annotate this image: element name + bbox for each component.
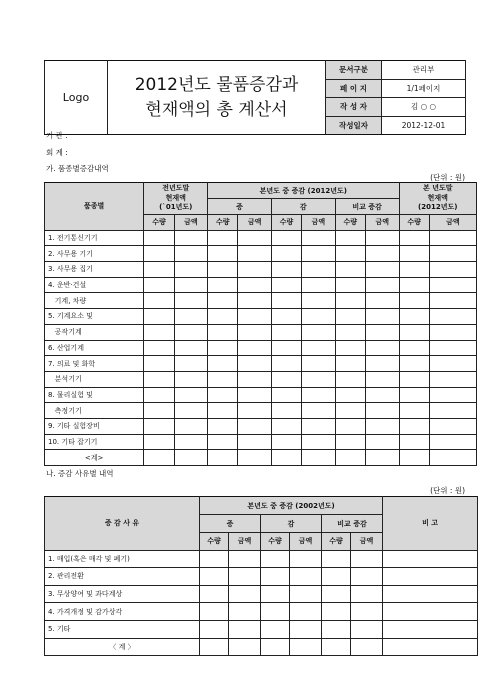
row-label: 3. 사무용 집기	[45, 262, 144, 278]
field-label-page: 페 이 지	[326, 79, 382, 98]
table-row	[45, 550, 478, 568]
cell[interactable]	[144, 309, 174, 325]
cell[interactable]	[261, 550, 290, 568]
table-row	[45, 371, 477, 387]
cell[interactable]	[365, 324, 399, 340]
cell[interactable]	[208, 403, 238, 419]
cell[interactable]	[365, 230, 399, 246]
cell[interactable]	[302, 356, 335, 372]
cell[interactable]	[144, 418, 174, 434]
cell[interactable]	[365, 434, 399, 450]
cell[interactable]	[208, 262, 238, 278]
field-value-page: 1/1페이지	[382, 79, 466, 98]
cell[interactable]	[200, 550, 229, 568]
cell[interactable]	[335, 309, 365, 325]
cell[interactable]	[271, 230, 301, 246]
cell[interactable]	[429, 262, 476, 278]
col-header-change: 본년도 중 증감 (2002년도)	[200, 497, 383, 515]
cell[interactable]	[144, 246, 174, 262]
cell[interactable]	[208, 387, 238, 403]
cell[interactable]	[271, 403, 301, 419]
cell[interactable]	[351, 603, 383, 621]
cell[interactable]	[351, 585, 383, 603]
cell[interactable]	[174, 277, 207, 293]
row-label: 4. 가격개정 및 감가상각	[45, 603, 200, 621]
cell[interactable]	[322, 550, 351, 568]
col-qty-header: 수량	[335, 215, 365, 231]
cell[interactable]	[174, 371, 207, 387]
col-amount-header: 금액	[302, 215, 335, 231]
row-label: 기계, 차량	[45, 293, 144, 309]
cell[interactable]	[399, 277, 429, 293]
cell[interactable]	[335, 418, 365, 434]
cell[interactable]	[429, 324, 476, 340]
cell[interactable]	[174, 403, 207, 419]
cell[interactable]	[238, 403, 271, 419]
col-header-net: 비교 증감	[322, 515, 383, 533]
col-header-increase: 증	[200, 515, 261, 533]
cell[interactable]	[302, 293, 335, 309]
cell[interactable]	[229, 568, 261, 586]
col-header-change: 본년도 중 증감 (2012년도)	[208, 183, 399, 199]
cell[interactable]	[261, 603, 290, 621]
cell[interactable]	[365, 340, 399, 356]
cell[interactable]	[271, 262, 301, 278]
cell[interactable]	[290, 550, 322, 568]
cell[interactable]	[365, 293, 399, 309]
cell[interactable]	[261, 585, 290, 603]
cell[interactable]	[335, 434, 365, 450]
cell[interactable]	[399, 293, 429, 309]
cell[interactable]	[429, 246, 476, 262]
section1-title: 가. 품종별증감내역	[46, 164, 109, 173]
cell[interactable]	[271, 356, 301, 372]
cell[interactable]	[174, 324, 207, 340]
section2-title: 나. 증감 사유별 내역	[46, 469, 114, 478]
col-amount-header: 금액	[365, 215, 399, 231]
cell[interactable]	[322, 620, 351, 638]
col-qty-header: 수량	[200, 533, 229, 551]
field-label-date: 작성일자	[326, 116, 382, 135]
row-label: 8. 물리실험 및	[45, 387, 144, 403]
cell[interactable]	[335, 262, 365, 278]
col-amount-header: 금액	[238, 215, 271, 231]
cell[interactable]	[271, 293, 301, 309]
cell[interactable]	[322, 603, 351, 621]
cell[interactable]	[271, 371, 301, 387]
col-qty-header: 수량	[144, 215, 174, 231]
cell[interactable]	[429, 277, 476, 293]
cell[interactable]	[208, 293, 238, 309]
cell[interactable]	[208, 277, 238, 293]
cell[interactable]	[238, 356, 271, 372]
cell[interactable]	[174, 418, 207, 434]
cell[interactable]	[399, 324, 429, 340]
table-row	[45, 585, 478, 603]
field-value-doc-type: 관리부	[382, 61, 466, 80]
unit-label-2: (단위 : 원)	[430, 486, 465, 495]
col-qty-header: 수량	[261, 533, 290, 551]
row-label: 5. 기계요소 및	[45, 309, 144, 325]
cell[interactable]	[351, 620, 383, 638]
cell[interactable]	[383, 585, 478, 603]
col-header-prev: 전년도말 현재액 (`01년도)	[144, 183, 208, 215]
row-label: 5. 기타	[45, 620, 200, 638]
table-row	[45, 277, 477, 293]
cell[interactable]	[365, 277, 399, 293]
cell[interactable]	[383, 620, 478, 638]
cell[interactable]	[174, 230, 207, 246]
col-qty-header: 수량	[322, 533, 351, 551]
row-label: 분석기기	[45, 371, 144, 387]
cell[interactable]	[271, 324, 301, 340]
cell[interactable]	[399, 418, 429, 434]
col-header-item: 품종별	[45, 183, 144, 231]
cell[interactable]	[302, 418, 335, 434]
col-header-note: 비 고	[383, 497, 478, 551]
cell[interactable]	[335, 356, 365, 372]
cell[interactable]	[365, 403, 399, 419]
cell[interactable]	[238, 324, 271, 340]
cell[interactable]	[290, 568, 322, 586]
col-amount-header: 금액	[290, 533, 322, 551]
cell[interactable]	[238, 434, 271, 450]
cell[interactable]	[238, 309, 271, 325]
cell[interactable]	[208, 246, 238, 262]
cell[interactable]	[271, 246, 301, 262]
table-row	[45, 403, 477, 419]
cell[interactable]	[429, 418, 476, 434]
total-label: 〈 계 〉	[45, 638, 200, 656]
cell[interactable]	[429, 387, 476, 403]
agency-label: 기 관 :	[46, 131, 68, 140]
col-amount-header: 금액	[351, 533, 383, 551]
table-row	[45, 568, 478, 586]
cell[interactable]	[399, 309, 429, 325]
cell[interactable]	[144, 230, 174, 246]
row-label: 측정기기	[45, 403, 144, 419]
cell[interactable]	[200, 585, 229, 603]
table-row	[45, 434, 477, 450]
row-label: 4. 운반·건설	[45, 277, 144, 293]
cell[interactable]	[335, 293, 365, 309]
cell[interactable]	[335, 324, 365, 340]
field-value-author: 김 ○ ○	[382, 98, 466, 117]
cell[interactable]	[229, 603, 261, 621]
cell[interactable]	[365, 246, 399, 262]
table-row	[45, 324, 477, 340]
cell[interactable]	[144, 340, 174, 356]
title-line-2: 현재액의 총 계산서	[145, 99, 288, 120]
cell[interactable]	[144, 324, 174, 340]
header-table	[44, 60, 466, 135]
cell[interactable]	[290, 620, 322, 638]
cell[interactable]	[399, 387, 429, 403]
field-label-doc-type: 문서구분	[326, 61, 382, 80]
cell[interactable]	[271, 309, 301, 325]
cell[interactable]	[399, 262, 429, 278]
table-row	[45, 620, 478, 638]
cell[interactable]	[174, 309, 207, 325]
table-row	[45, 246, 477, 262]
cell[interactable]	[271, 340, 301, 356]
logo: Logo	[45, 61, 108, 135]
cell[interactable]	[302, 324, 335, 340]
cell[interactable]	[290, 603, 322, 621]
cell[interactable]	[144, 371, 174, 387]
cell[interactable]	[229, 550, 261, 568]
cell[interactable]	[200, 568, 229, 586]
row-label: 9. 기타 실험장비	[45, 418, 144, 434]
row-label: 2. 관리전환	[45, 568, 200, 586]
cell[interactable]	[144, 387, 174, 403]
cell[interactable]	[238, 293, 271, 309]
cell[interactable]	[174, 434, 207, 450]
col-header-reason: 증 감 사 유	[45, 497, 200, 551]
row-label: 6. 산업기계	[45, 340, 144, 356]
col-qty-header: 수량	[399, 215, 429, 231]
cell[interactable]	[302, 387, 335, 403]
cell[interactable]	[271, 387, 301, 403]
col-qty-header: 수량	[271, 215, 301, 231]
cell[interactable]	[351, 550, 383, 568]
field-label-author: 작 성 자	[326, 98, 382, 117]
table-row	[45, 340, 477, 356]
cell[interactable]	[429, 356, 476, 372]
cell[interactable]	[365, 309, 399, 325]
table-row	[45, 309, 477, 325]
cell[interactable]	[365, 387, 399, 403]
cell[interactable]	[208, 371, 238, 387]
cell[interactable]	[174, 262, 207, 278]
cell[interactable]	[383, 550, 478, 568]
cell[interactable]	[429, 309, 476, 325]
cell[interactable]	[144, 277, 174, 293]
cell[interactable]	[229, 620, 261, 638]
cell[interactable]	[429, 434, 476, 450]
cell[interactable]	[174, 356, 207, 372]
cell[interactable]	[365, 262, 399, 278]
cell[interactable]	[302, 230, 335, 246]
cell[interactable]	[335, 230, 365, 246]
row-label: 1. 전기통신기기	[45, 230, 144, 246]
table-row	[45, 356, 477, 372]
col-amount-header: 금액	[429, 215, 476, 231]
reason-change-table	[44, 496, 478, 656]
cell[interactable]	[238, 371, 271, 387]
cell[interactable]	[335, 403, 365, 419]
cell[interactable]	[399, 371, 429, 387]
cell[interactable]	[429, 371, 476, 387]
cell[interactable]	[271, 434, 301, 450]
col-amount-header: 금액	[229, 533, 261, 551]
cell[interactable]	[174, 340, 207, 356]
table-row	[45, 603, 478, 621]
total-label: <계>	[45, 450, 144, 466]
cell[interactable]	[302, 340, 335, 356]
cell[interactable]	[383, 568, 478, 586]
cell[interactable]	[238, 387, 271, 403]
title-line-1: 2012년도 물품증감과	[134, 74, 299, 95]
col-header-decrease: 감	[271, 199, 335, 215]
cell[interactable]	[144, 403, 174, 419]
cell[interactable]	[383, 603, 478, 621]
cell[interactable]	[261, 620, 290, 638]
cell[interactable]	[429, 230, 476, 246]
cell[interactable]	[174, 293, 207, 309]
col-qty-header: 수량	[208, 215, 238, 231]
document-title	[108, 61, 326, 135]
cell[interactable]	[208, 309, 238, 325]
accounting-label: 회 계 :	[46, 148, 68, 157]
cell[interactable]	[208, 230, 238, 246]
cell[interactable]	[200, 603, 229, 621]
cell[interactable]	[302, 246, 335, 262]
cell[interactable]	[399, 403, 429, 419]
cell[interactable]	[302, 434, 335, 450]
col-header-current: 본 년도말 현재액 (2012년도)	[399, 183, 477, 215]
cell[interactable]	[302, 403, 335, 419]
cell[interactable]	[351, 568, 383, 586]
cell[interactable]	[261, 568, 290, 586]
cell[interactable]	[335, 246, 365, 262]
cell[interactable]	[174, 246, 207, 262]
cell[interactable]	[399, 434, 429, 450]
cell[interactable]	[238, 230, 271, 246]
row-label: 공작기계	[45, 324, 144, 340]
col-header-decrease: 감	[261, 515, 322, 533]
cell[interactable]	[429, 403, 476, 419]
col-header-net: 비교 증감	[335, 199, 399, 215]
cell[interactable]	[322, 568, 351, 586]
cell[interactable]	[365, 418, 399, 434]
cell[interactable]	[429, 293, 476, 309]
cell[interactable]	[302, 277, 335, 293]
col-amount-header: 금액	[174, 215, 207, 231]
cell[interactable]	[365, 356, 399, 372]
cell[interactable]	[144, 434, 174, 450]
cell[interactable]	[271, 277, 301, 293]
cell[interactable]	[238, 418, 271, 434]
cell[interactable]	[322, 585, 351, 603]
cell[interactable]	[399, 230, 429, 246]
cell[interactable]	[208, 324, 238, 340]
table-row	[45, 387, 477, 403]
table-row	[45, 293, 477, 309]
cell[interactable]	[302, 309, 335, 325]
unit-label-1: (단위 : 원)	[430, 173, 465, 182]
cell[interactable]	[144, 293, 174, 309]
row-label: 10. 기타 잡기기	[45, 434, 144, 450]
cell[interactable]	[335, 340, 365, 356]
table-row	[45, 418, 477, 434]
row-label: 7. 의료 및 화학	[45, 356, 144, 372]
cell[interactable]	[144, 262, 174, 278]
field-value-date: 2012-12-01	[382, 116, 466, 135]
cell[interactable]	[271, 418, 301, 434]
col-header-increase: 증	[208, 199, 272, 215]
cell[interactable]	[238, 277, 271, 293]
row-label: 3. 무상양여 및 과다계상	[45, 585, 200, 603]
cell[interactable]	[399, 340, 429, 356]
cell[interactable]	[208, 340, 238, 356]
cell[interactable]	[208, 356, 238, 372]
cell[interactable]	[208, 418, 238, 434]
cell[interactable]	[238, 262, 271, 278]
row-label: 2. 사무용 기기	[45, 246, 144, 262]
cell[interactable]	[302, 371, 335, 387]
table-row	[45, 262, 477, 278]
cell[interactable]	[302, 262, 335, 278]
cell[interactable]	[174, 387, 207, 403]
cell[interactable]	[335, 277, 365, 293]
cell[interactable]	[335, 387, 365, 403]
cell[interactable]	[238, 246, 271, 262]
table-row	[45, 230, 477, 246]
cell[interactable]	[144, 356, 174, 372]
cell[interactable]	[335, 371, 365, 387]
cell[interactable]	[200, 620, 229, 638]
cell[interactable]	[399, 356, 429, 372]
cell[interactable]	[290, 585, 322, 603]
row-label: 1. 매입(혹은 매각 및 폐기)	[45, 550, 200, 568]
cell[interactable]	[229, 585, 261, 603]
cell[interactable]	[399, 246, 429, 262]
cell[interactable]	[238, 340, 271, 356]
cell[interactable]	[208, 434, 238, 450]
cell[interactable]	[365, 371, 399, 387]
item-change-table	[44, 182, 477, 466]
cell[interactable]	[429, 340, 476, 356]
